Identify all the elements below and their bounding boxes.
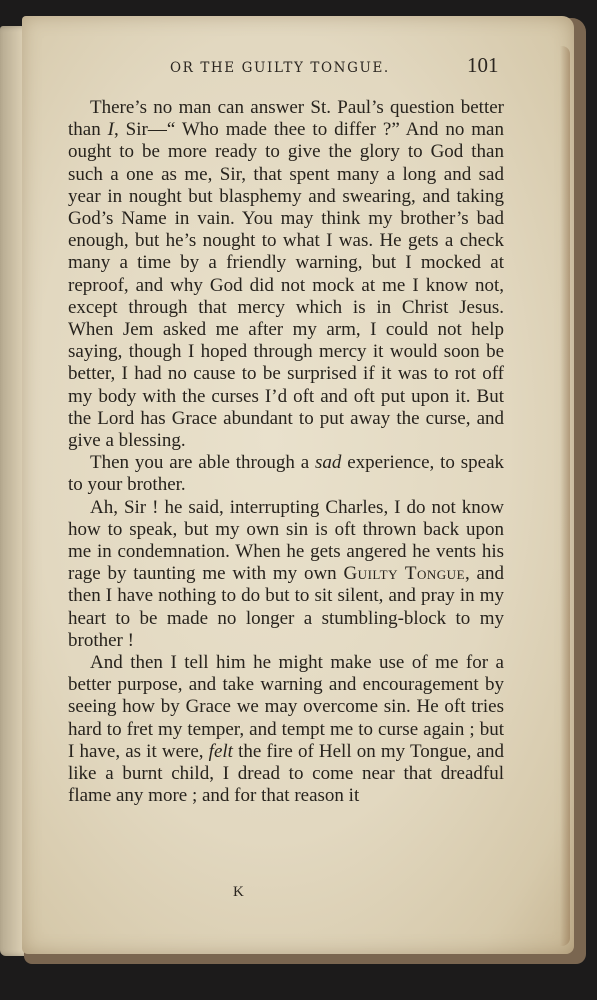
running-head: OR THE GUILTY TONGUE. xyxy=(170,60,390,76)
paragraph-4 xyxy=(68,652,504,807)
paragraph-1 xyxy=(68,97,504,452)
page-number: 101 xyxy=(467,53,499,77)
text-run: There’s no man can answer St. Paul’s question better than xyxy=(68,97,504,141)
signature-mark: K xyxy=(233,884,244,900)
italic-run: sad xyxy=(315,452,342,474)
text-run: , and then I have nothing to do but to sit silent, and pray in my heart to be made no longer a stumbling-block to my brother ! xyxy=(68,563,504,651)
body-text xyxy=(68,97,504,808)
text-run: Ah, Sir ! he said, interrupting Charles, I do not know how to speak, but my own sin is oft thrown back upon me in condemnation. When he gets angered he vents his rage by taunting me with my own xyxy=(68,496,504,585)
page-fore-edge xyxy=(560,46,570,946)
text-run: the fire of Hell on my Tongue, and like a burnt child, I dread to come near that dreadful flame any more ; and for that reason it xyxy=(68,740,504,807)
text-run: Then you are able through a xyxy=(90,452,315,474)
paragraph-2 xyxy=(68,452,504,496)
small-caps-run: Guilty Tongue xyxy=(343,563,466,585)
text-run: experience, to speak to your brother. xyxy=(68,452,505,496)
text-run: , Sir—“ Who made thee to differ ?” And no man ought to be more ready to give the glory to God than such a one as me, Sir, that spent many a long and sad year in nought but blasphemy and swearing, and taking God’s Name in vain. You may think my brother’s bad enough, but he’s nought to what I was. He gets a check many a time by a friendly warning, but I mocked at reproof, and why God did not mock at me I know not, except through that mercy which is in Christ Jesus. When Jem asked me after my arm, I could not help saying, though I hoped through mercy it would soon be better, I had no cause to be surprised if it was to rot off my body with the curses I’d oft and oft put upon it. But the Lord has Grace abundant to put away the curse, and give a blessing. xyxy=(68,119,504,452)
text-run: And then I tell him he might make use of me for a better purpose, and take warning and encouragement by seeing how by Grace we may overcome sin. He oft tries hard to fret my temper, and tempt me to curse again ; but I have, as it were, xyxy=(68,652,504,762)
paragraph-3 xyxy=(68,497,504,652)
italic-run: felt xyxy=(208,740,233,762)
italic-run: I xyxy=(107,119,114,141)
